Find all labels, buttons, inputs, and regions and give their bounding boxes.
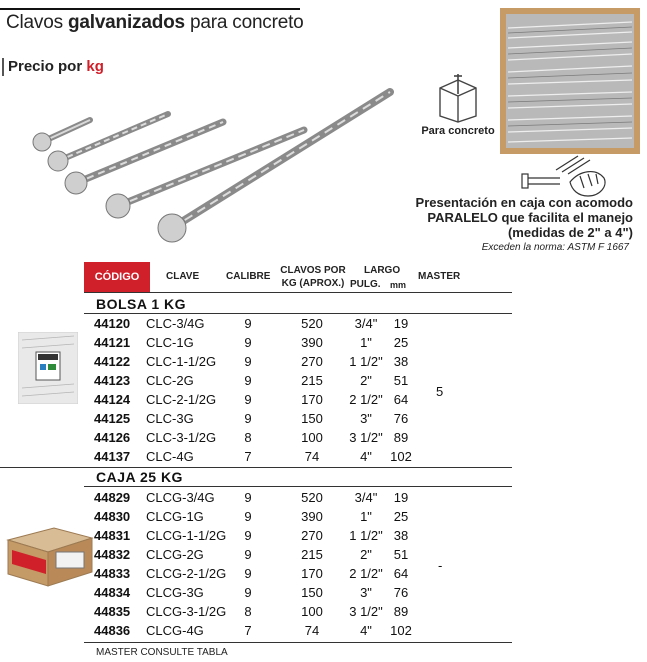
header-rule (84, 292, 512, 293)
hand-holding-nails-icon (520, 152, 610, 200)
cell-clavos: 100 (301, 604, 323, 619)
cell-mm: 102 (390, 449, 412, 464)
title-bold: galvanizados (67, 12, 185, 33)
cell-clave: CLCG-1-1/2G (146, 528, 227, 543)
cell-mm: 25 (393, 335, 409, 350)
cell-pulg: 2 1/2" (349, 392, 383, 407)
cell-clavos: 390 (301, 509, 323, 524)
cell-calibre: 9 (244, 547, 252, 562)
cell-codigo: 44832 (94, 547, 131, 562)
cell-clavos: 270 (301, 528, 323, 543)
cell-pulg: 3 1/2" (349, 604, 383, 619)
price-label (8, 58, 104, 75)
cell-clave: CLCG-2-1/2G (146, 566, 227, 581)
cell-clave: CLCG-2G (146, 547, 204, 562)
norma-text: Exceden la norma: ASTM F 1667 (481, 242, 629, 253)
cell-mm: 51 (393, 547, 409, 562)
cell-clave: CLCG-3/4G (146, 490, 215, 505)
cell-mm: 25 (393, 509, 409, 524)
cell-codigo: 44120 (94, 316, 131, 331)
title-suffix: para concreto (184, 12, 304, 33)
cell-calibre: 9 (244, 316, 252, 331)
cell-clave: CLCG-4G (146, 623, 204, 638)
header-clavos-line-2: KG (APROX.) (281, 278, 345, 289)
cell-pulg: 1" (360, 335, 372, 350)
cell-clave: CLC-2-1/2G (146, 392, 217, 407)
header-calibre: CALIBRE (226, 271, 271, 282)
header-mm: mm (390, 280, 407, 290)
cell-clavos: 215 (301, 547, 323, 562)
concrete-block-icon (432, 74, 484, 124)
cell-calibre: 9 (244, 585, 252, 600)
cell-mm: 64 (393, 566, 409, 581)
cell-clave: CLC-3-1/2G (146, 430, 217, 445)
cell-pulg: 2 1/2" (349, 566, 383, 581)
cell-calibre: 9 (244, 373, 252, 388)
cell-pulg: 2" (360, 547, 372, 562)
table-row (0, 547, 647, 566)
nail-2 (48, 114, 168, 171)
cell-mm: 64 (393, 392, 409, 407)
header-pulg: PULG. (350, 279, 381, 290)
cell-calibre: 7 (244, 449, 252, 464)
presentation-line-1: Presentación en caja con acomodo (415, 195, 633, 210)
master-caja: - (438, 558, 443, 573)
cell-codigo: 44121 (94, 335, 131, 350)
cell-mm: 38 (393, 354, 409, 369)
section-title-caja: CAJA 25 KG (96, 469, 183, 485)
table-row (0, 509, 647, 528)
cell-codigo: 44123 (94, 373, 131, 388)
header-master: MASTER (418, 271, 461, 282)
cell-clavos: 390 (301, 335, 323, 350)
table-row (0, 623, 647, 642)
cell-codigo: 44830 (94, 509, 131, 524)
nail-1 (33, 120, 90, 151)
cell-pulg: 3 1/2" (349, 430, 383, 445)
header-codigo: CÓDIGO (84, 262, 150, 292)
cell-clavos: 74 (304, 449, 320, 464)
table-row (0, 335, 647, 354)
section-rule-bolsa (84, 313, 512, 314)
cell-codigo: 44126 (94, 430, 131, 445)
cell-mm: 76 (393, 585, 409, 600)
table-row (0, 449, 647, 468)
header-clave: CLAVE (166, 271, 200, 282)
nail-3 (65, 122, 223, 194)
section-rule-caja (84, 486, 512, 487)
cell-clavos: 150 (301, 585, 323, 600)
cell-calibre: 9 (244, 528, 252, 543)
cell-codigo: 44122 (94, 354, 131, 369)
cell-clave: CLC-2G (146, 373, 194, 388)
presentation-text (303, 195, 633, 240)
price-bar (2, 58, 4, 76)
cell-clave: CLC-4G (146, 449, 194, 464)
cell-mm: 89 (393, 430, 409, 445)
table-row (0, 604, 647, 623)
table-bottom-rule (84, 642, 512, 643)
header-clavos-line-1: CLAVOS POR (280, 265, 346, 276)
presentation-line-2: PARALELO que facilita el manejo (427, 210, 633, 225)
cell-calibre: 9 (244, 566, 252, 581)
cell-calibre: 9 (244, 509, 252, 524)
cell-pulg: 3/4" (354, 316, 378, 331)
cell-codigo: 44834 (94, 585, 131, 600)
price-unit: kg (86, 58, 104, 75)
cell-clavos: 270 (301, 354, 323, 369)
cell-clavos: 170 (301, 566, 323, 581)
cell-calibre: 9 (244, 490, 252, 505)
table-row (0, 528, 647, 547)
cell-calibre: 7 (244, 623, 252, 638)
cell-pulg: 2" (360, 373, 372, 388)
cell-clave: CLCG-3-1/2G (146, 604, 227, 619)
cell-codigo: 44831 (94, 528, 131, 543)
cell-mm: 102 (390, 623, 412, 638)
footnote: MASTER CONSULTE TABLA (96, 647, 228, 658)
cell-codigo: 44124 (94, 392, 131, 407)
table-row (0, 585, 647, 604)
cell-calibre: 8 (244, 430, 252, 445)
cell-clavos: 100 (301, 430, 323, 445)
section-title-bolsa: BOLSA 1 KG (96, 296, 187, 312)
presentation-line-3: (medidas de 2" a 4") (507, 225, 633, 240)
cell-mm: 19 (393, 316, 409, 331)
cell-mm: 51 (393, 373, 409, 388)
cell-clavos: 150 (301, 411, 323, 426)
cell-mm: 19 (393, 490, 409, 505)
cell-calibre: 9 (244, 392, 252, 407)
title-prefix: Clavos (6, 12, 68, 33)
cell-pulg: 3" (360, 585, 372, 600)
cell-pulg: 4" (360, 449, 372, 464)
table-row (0, 566, 647, 585)
cell-codigo: 44836 (94, 623, 131, 638)
section-rule-caja-top (0, 467, 512, 468)
table-row (0, 430, 647, 449)
cell-clavos: 215 (301, 373, 323, 388)
cell-clavos: 74 (304, 623, 320, 638)
cell-clave: CLC-3/4G (146, 316, 205, 331)
cell-codigo: 44835 (94, 604, 131, 619)
table-row (0, 316, 647, 335)
cell-pulg: 4" (360, 623, 372, 638)
cell-calibre: 9 (244, 335, 252, 350)
cell-codigo: 44833 (94, 566, 131, 581)
cell-codigo: 44125 (94, 411, 131, 426)
cell-clavos: 170 (301, 392, 323, 407)
cell-clave: CLC-1G (146, 335, 194, 350)
cell-calibre: 9 (244, 411, 252, 426)
cell-clave: CLC-3G (146, 411, 194, 426)
cell-calibre: 9 (244, 354, 252, 369)
cell-codigo: 44137 (94, 449, 131, 464)
table-row (0, 354, 647, 373)
cell-mm: 38 (393, 528, 409, 543)
cell-mm: 76 (393, 411, 409, 426)
cell-clave: CLC-1-1/2G (146, 354, 217, 369)
title-rule (0, 8, 300, 10)
master-bolsa: 5 (436, 384, 444, 399)
cell-pulg: 1" (360, 509, 372, 524)
cell-clave: CLCG-1G (146, 509, 204, 524)
box-of-nails-photo (500, 8, 640, 154)
cell-pulg: 1 1/2" (349, 354, 383, 369)
cell-calibre: 8 (244, 604, 252, 619)
concrete-label: Para concreto (421, 125, 495, 137)
cell-clave: CLCG-3G (146, 585, 204, 600)
table-row (0, 392, 647, 411)
cell-pulg: 1 1/2" (349, 528, 383, 543)
cell-clavos: 520 (301, 316, 323, 331)
cell-pulg: 3" (360, 411, 372, 426)
page-title (6, 12, 304, 34)
cell-codigo: 44829 (94, 490, 131, 505)
cell-clavos: 520 (301, 490, 323, 505)
table-row (0, 411, 647, 430)
table-row (0, 490, 647, 509)
cell-mm: 89 (393, 604, 409, 619)
table-row (0, 373, 647, 392)
cell-pulg: 3/4" (354, 490, 378, 505)
price-prefix: Precio por (8, 58, 87, 75)
header-largo: LARGO (364, 265, 401, 276)
